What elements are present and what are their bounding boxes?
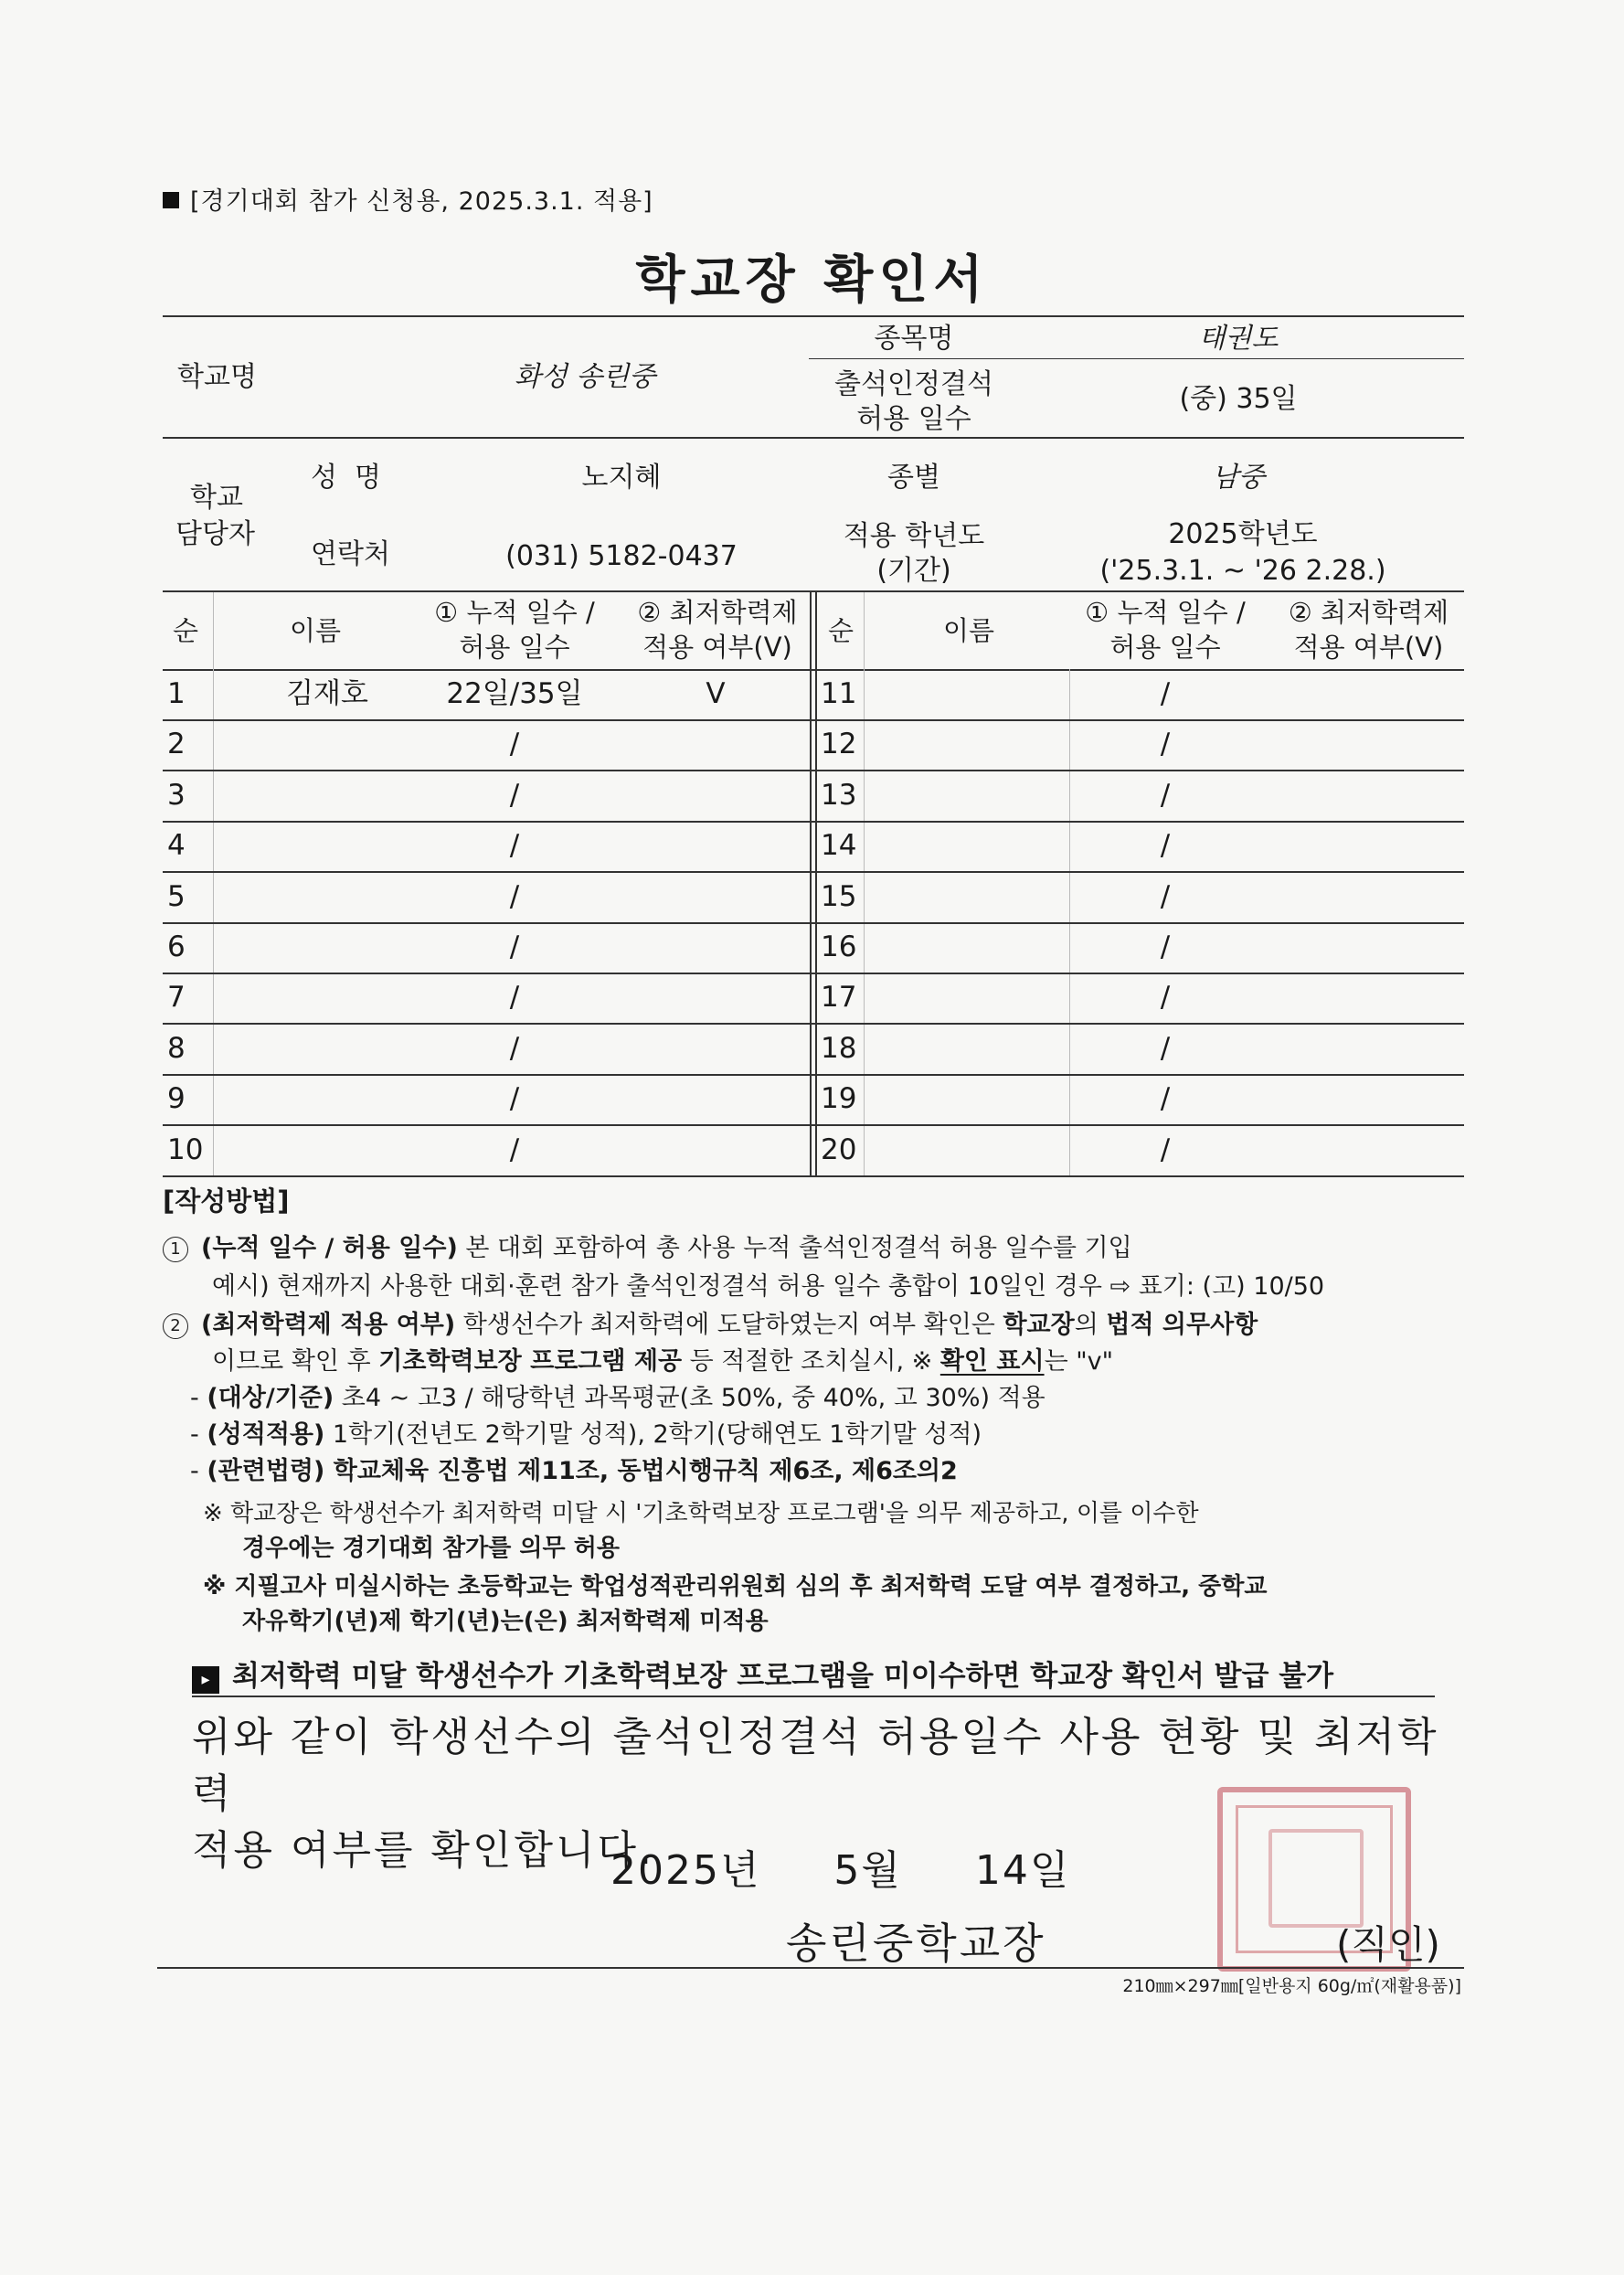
col-no-left: 순 (172, 615, 198, 646)
col-days-right-2: 허용 일수 (1109, 632, 1221, 663)
category-label: 종별 (887, 462, 940, 494)
notice-text: 최저학력 미달 학생선수가 기초학력보장 프로그램을 미이수하면 학교장 확인서 발급 불가 (232, 1660, 1334, 1693)
student-name (885, 922, 1067, 973)
student-name (885, 1125, 1067, 1175)
note-2-cont: 자유학기(년)제 학기(년)는(은) 최저학력제 미적용 (242, 1608, 769, 1635)
sub1-text: 초4 ~ 고3 / 해당학년 과목평균(초 50%, 중 40%, 고 30%) 적용 (334, 1384, 1046, 1412)
absence-days: / (509, 829, 520, 863)
absence-days: / (1160, 728, 1171, 761)
row-number: 13 (821, 778, 857, 812)
col-days-left-2: 허용 일수 (459, 632, 570, 663)
min-academic-check (1270, 872, 1462, 922)
absence-label-1: 출석인정결석 (834, 368, 993, 400)
table-row (163, 1024, 1464, 1076)
row-number: 9 (167, 1082, 186, 1116)
item2-line2-d: 확인 표시 (939, 1347, 1045, 1376)
school-value: 화성 송린중 (514, 361, 656, 393)
row-number: 20 (821, 1132, 857, 1166)
absence-days: / (509, 1082, 520, 1116)
table-row (163, 669, 1464, 721)
school-row-rule (163, 437, 1464, 439)
student-name (885, 973, 1067, 1023)
row-number: 7 (167, 981, 186, 1015)
table-row (163, 973, 1464, 1025)
item2-bold: (최저학력제 적용 여부) (201, 1311, 456, 1339)
row-number: 12 (821, 728, 857, 761)
item2-line2-a: 이므로 확인 후 (212, 1347, 379, 1376)
sport-row-rule (809, 358, 1464, 359)
item2-line2-e: 는 "v" (1044, 1347, 1114, 1376)
min-academic-check (620, 973, 812, 1023)
item2-line2-c: 등 적절한 조치실시, ※ (682, 1347, 940, 1376)
principal-name: 송린중학교장 (786, 1919, 1046, 1968)
col-name-right: 이름 (942, 615, 995, 646)
row-number: 10 (167, 1132, 204, 1166)
item1-bold: (누적 일수 / 허용 일수) (201, 1234, 458, 1262)
student-name (885, 669, 1067, 719)
row-number: 17 (821, 981, 857, 1015)
min-academic-check (1270, 922, 1462, 973)
instruction-sub-2: - (성적적용) 1학기(전년도 2학기말 성적), 2학기(당해연도 1학기말 성적) (190, 1420, 982, 1449)
row-number: 2 (167, 728, 186, 761)
col-days-left-1: ① 누적 일수 / (434, 597, 595, 628)
absence-days: / (1160, 879, 1171, 913)
instruction-item-2 (163, 1307, 1470, 1344)
name-value: 노지혜 (581, 462, 662, 494)
confirm-line-2: 적용 여부를 확인합니다. (192, 1827, 654, 1874)
note-1-cont: 경우에는 경기대회 참가를 의무 허용 (242, 1535, 620, 1562)
student-name (885, 719, 1067, 770)
instruction-item-1 (163, 1230, 1470, 1267)
absence-days: / (1160, 677, 1171, 710)
sub3-text: 학교체육 진흥법 제11조, 동법시행규칙 제6조, 제6조의2 (324, 1457, 958, 1485)
student-name (236, 821, 419, 871)
col-min-left-1: ② 최저학력제 (637, 597, 798, 628)
notice-rule (192, 1696, 1435, 1697)
absence-days: / (509, 1031, 520, 1065)
min-academic-check (620, 719, 812, 770)
row-number: 11 (821, 677, 857, 710)
min-academic-check (620, 1074, 812, 1124)
school-label: 학교명 (177, 361, 257, 393)
absence-days: / (509, 981, 520, 1015)
circled-two-icon: 2 (163, 1313, 188, 1339)
item2-bold-1: 학교장 (1003, 1311, 1075, 1339)
circled-one-icon: 1 (163, 1237, 188, 1262)
instruction-sub-3: - (관련법령) 학교체육 진흥법 제11조, 동법시행규칙 제6조, 제6조의2 (190, 1457, 958, 1485)
min-academic-check (1270, 771, 1462, 821)
student-name (236, 1024, 419, 1074)
absence-days: / (1160, 1031, 1171, 1065)
row-number: 8 (167, 1031, 186, 1065)
row-number: 3 (167, 778, 186, 812)
square-bullet-icon (163, 192, 179, 208)
instruction-item-2-cont (212, 1344, 1519, 1380)
student-name (885, 872, 1067, 922)
manager-label-1: 학교 (190, 482, 243, 514)
category-value: 남중 (1212, 462, 1265, 494)
min-academic-check (1270, 821, 1462, 871)
student-name (236, 719, 419, 770)
row-number: 18 (821, 1031, 857, 1065)
absence-days: / (1160, 1082, 1171, 1116)
min-academic-check (1270, 973, 1462, 1023)
absence-days: / (1160, 829, 1171, 863)
absence-days: / (509, 728, 520, 761)
table-row (163, 1074, 1464, 1126)
min-academic-check (620, 771, 812, 821)
table-row (163, 922, 1464, 974)
item2-text-b: 의 (1074, 1311, 1107, 1339)
item2-bold-2: 법적 의무사항 (1106, 1311, 1258, 1339)
row-number: 15 (821, 879, 857, 913)
student-name (885, 771, 1067, 821)
row-number: 16 (821, 930, 857, 963)
note-2: ※ 지필고사 미실시하는 초등학교는 학업성적관리위원회 심의 후 최저학력 도달 여부 결정하고, 중학교 (203, 1573, 1268, 1600)
student-name (236, 1125, 419, 1175)
notice-line (192, 1653, 1333, 1694)
arrow-box-icon: ▸ (192, 1666, 219, 1694)
page-title: 학교장 확인서 (635, 250, 989, 310)
absence-days: / (509, 930, 520, 963)
min-academic-check (620, 1125, 812, 1175)
item2-text-a: 학생선수가 최저학력에 도달하였는지 여부 확인은 (455, 1311, 1003, 1339)
seal-label: (직인) (1336, 1922, 1440, 1967)
absence-days: / (1160, 981, 1171, 1015)
issue-date: 2025년 5월 14일 (610, 1847, 1071, 1894)
name-label: 성 명 (311, 462, 382, 494)
table-row (163, 771, 1464, 823)
absence-days: / (1160, 1132, 1171, 1166)
item1-text: 본 대회 포함하여 총 사용 누적 출석인정결석 허용 일수를 기입 (457, 1234, 1132, 1262)
student-name: 김재호 (286, 677, 368, 710)
manager-label-2: 담당자 (175, 518, 255, 550)
min-academic-check (1270, 1074, 1462, 1124)
contact-label: 연락처 (311, 538, 390, 570)
paper-spec-note: 210㎜×297㎜[일반용지 60g/㎡(재활용품)] (1122, 1976, 1461, 1996)
col-min-right-1: ② 최저학력제 (1288, 597, 1449, 628)
student-name (236, 1074, 419, 1124)
item2-line2-b: 기초학력보장 프로그램 제공 (378, 1347, 683, 1376)
instruction-item-1-example: 예시) 현재까지 사용한 대회·훈련 참가 출석인정결석 허용 일수 총합이 10일인 경우 ⇨ 표기: (고) 10/50 (212, 1272, 1325, 1301)
year-label-1: 적용 학년도 (843, 520, 985, 552)
col-days-right-1: ① 누적 일수 / (1085, 597, 1246, 628)
footer-rule (157, 1967, 1464, 1969)
row-number: 5 (167, 879, 186, 913)
absence-days: / (1160, 778, 1171, 812)
col-no-right: 순 (827, 615, 854, 646)
row-number: 4 (167, 829, 186, 863)
table-row (163, 1125, 1464, 1177)
row-number: 19 (821, 1082, 857, 1116)
absence-days: / (509, 1132, 520, 1166)
sub2-bold: (성적적용) (207, 1420, 325, 1449)
student-name (236, 973, 419, 1023)
sport-value: 태권도 (1198, 323, 1279, 355)
student-name (236, 771, 419, 821)
absence-label-2: 허용 일수 (856, 403, 971, 435)
min-academic-check (1270, 1125, 1462, 1175)
min-academic-check (1270, 1024, 1462, 1074)
student-name (885, 821, 1067, 871)
table-row (163, 872, 1464, 924)
min-academic-check (1270, 669, 1462, 719)
form-tag (163, 181, 653, 217)
header-top-rule (163, 315, 1464, 317)
note-1: ※ 학교장은 학생선수가 최저학력 미달 시 '기초학력보장 프로그램'을 의무 제공하고, 이를 이수한 (203, 1500, 1199, 1527)
col-min-left-2: 적용 여부(V) (642, 632, 792, 663)
confirm-line-1: 위와 같이 학생선수의 출석인정결석 허용일수 사용 현황 및 최저학력 (192, 1714, 1439, 1817)
col-min-right-2: 적용 여부(V) (1293, 632, 1444, 663)
absence-days: / (1160, 930, 1171, 963)
student-name (885, 1024, 1067, 1074)
student-name (236, 872, 419, 922)
row-number: 1 (167, 677, 186, 710)
year-value-2: ('25.3.1. ~ '26 2.28.) (1099, 555, 1386, 587)
contact-value: (031) 5182-0437 (505, 540, 738, 572)
sub3-bold: (관련법령) (207, 1457, 325, 1485)
sub1-bold: (대상/기준) (207, 1384, 334, 1412)
min-academic-check (620, 821, 812, 871)
absence-days: 22일/35일 (446, 677, 583, 710)
min-academic-check (620, 1024, 812, 1074)
instruction-sub-1: - (대상/기준) 초4 ~ 고3 / 해당학년 과목평균(초 50%, 중 40%, 고 30%) 적용 (190, 1384, 1046, 1412)
sub2-text: 1학기(전년도 2학기말 성적), 2학기(당해연도 1학기말 성적) (324, 1420, 982, 1449)
instructions-heading: [작성방법] (163, 1185, 290, 1217)
absence-days: / (509, 778, 520, 812)
form-tag-text: [경기대회 참가 신청용, 2025.3.1. 적용] (190, 187, 653, 216)
col-name-left: 이름 (289, 615, 342, 646)
absence-value: (중) 35일 (1179, 383, 1298, 415)
table-row (163, 719, 1464, 771)
min-academic-check: V (706, 677, 726, 710)
row-number: 6 (167, 930, 186, 963)
year-label-2: (기간) (876, 555, 951, 587)
min-academic-check (1270, 719, 1462, 770)
absence-days: / (509, 879, 520, 913)
student-name (236, 922, 419, 973)
year-value-1: 2025학년도 (1168, 518, 1318, 550)
table-row (163, 821, 1464, 873)
row-number: 14 (821, 829, 857, 863)
min-academic-check (620, 872, 812, 922)
sport-label: 종목명 (874, 323, 954, 355)
min-academic-check (620, 922, 812, 973)
student-name (885, 1074, 1067, 1124)
